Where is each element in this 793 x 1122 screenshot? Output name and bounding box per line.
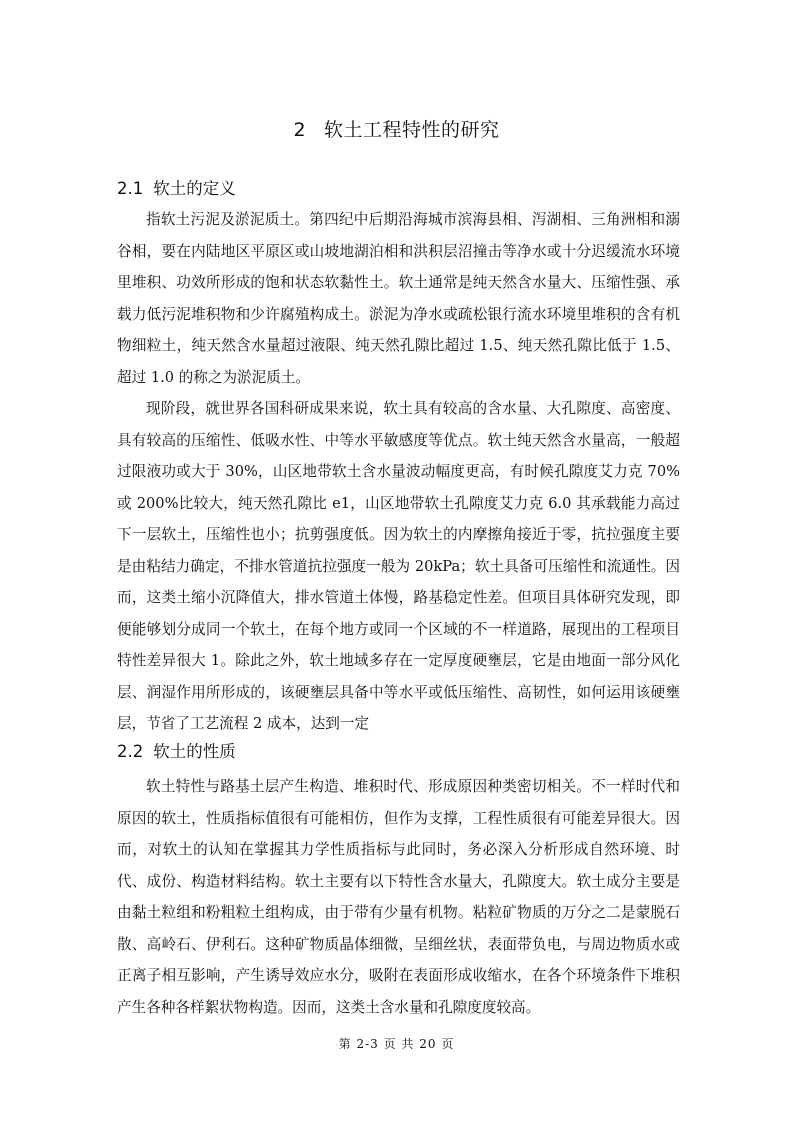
section-title: 软土的性质 [153,742,236,761]
paragraph-definition: 指软土污泥及淤泥质土。第四纪中后期沿海城市滨海县相、泻湖相、三角洲相和溺谷相，要在内陆地区平原区或山坡地湖泊相和洪积层沼撞击等净水或十分迟缓流水环境里堆积、功效所形成的饱和状态软黏性土。软土通常是纯天然含水量大、压缩性强、承载力低污泥堆积物和少许腐殖构成土。淤泥为净水或疏松银行流水环境里堆积的含有机物细粒土，纯天然含水量超过液限、纯天然孔隙比超过 1.5、纯天然孔隙比低于 1.5、超过 1.0 的称之为淤泥质土。 [117,211,680,386]
section-number: 2.2 [117,742,144,761]
chapter-number: 2 [293,119,307,141]
paragraph-research-findings: 现阶段，就世界各国科研成果来说，软土具有较高的含水量、大孔隙度、高密度、具有较高的压缩性、低吸水性、中等水平敏感度等优点。软土纯天然含水量高，一般超过限液功或大于 30%，山区地带软土含水量波动幅度更高，有时候孔隙度艾力克 70%或 200%比较大，纯天然孔隙比 e1，山区地带软土孔隙度艾力克 6.0 其承载能力高过下一层软土，压缩性也小；抗剪强度低。因为软土的内摩擦角接近于零，抗拉强度主要是由粘结力确定，不排水管道抗拉强度一般为 20kPa；软土具备可压缩性和流通性。因而，这类土缩小沉降值大，排水管道土体慢，路基稳定性差。但项目具体研究发现，即便能够划分成同一个软土，在每个地方或同一个区域的不一样道路，展现出的工程项目特性差异很大 1。除此之外，软土地域多存在一定厚度硬壅层，它是由地面一部分风化层、润湿作用所形成的，该硬壅层具备中等水平或低压缩性、高韧性，如何运用该硬壅层，节省了工艺流程 2 成本，达到一定 [117,400,680,732]
section-heading-2-2 [117,739,236,765]
section-number: 2.1 [117,179,144,198]
section-heading-2-1 [117,176,236,202]
page-footer: 第 2-3 页 共 20 页 [338,1037,455,1051]
paragraph-properties: 软土特性与路基土层产生构造、堆积时代、形成原因种类密切相关。不一样时代和原因的软土，性质指标值很有可能相仿，但作为支撑，工程性质很有可能差异很大。因而，对软土的认知在掌握其力学性质指标与此同时，务必深入分析形成自然环境、时代、成份、构造材料结构。软土主要有以下特性含水量大，孔隙度大。软土成分主要是由黏土粒组和粉粗粒土组构成，由于带有少量有机物。粘粒矿物质的万分之二是蒙脱石散、高岭石、伊利石。这种矿物质晶体细微，呈细丝状，表面带负电，与周边物质水或正离子相互影响，产生诱导效应水分，吸附在表面形成收缩水，在各个环境条件下堆积产生各种各样絮状物构造。因而，这类土含水量和孔隙度度较高。 [117,778,680,1016]
chapter-title-text: 软土工程特性的研究 [324,119,500,141]
chapter-title [0,116,793,144]
section-title: 软土的定义 [153,179,236,198]
